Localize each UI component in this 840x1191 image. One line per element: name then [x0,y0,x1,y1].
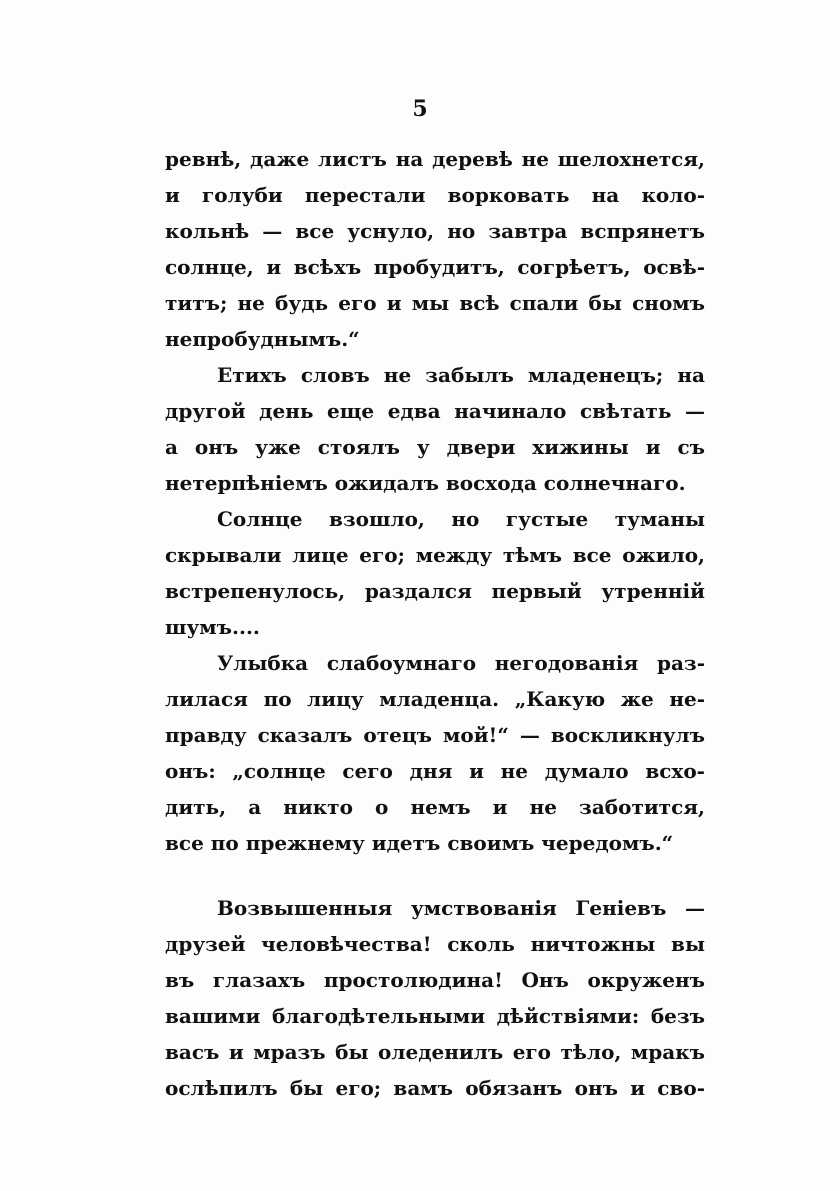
text-line: непробуднымъ.“ [165,327,360,351]
text-line: и голуби перестали ворковать на коло- [165,183,705,207]
paragraph-4 [165,645,705,861]
text-line: все по прежнему идетъ своимъ чередомъ.“ [165,831,674,855]
text-line: солнце, и всѣхъ пробудитъ, согрѣетъ, освѣ- [165,255,705,279]
second-text-block [165,890,705,1106]
text-line: Етихъ словъ не забылъ младенецъ; на [217,363,705,387]
text-line: встрепенулось, раздался первый утренній [165,579,705,603]
text-line: васъ и мразъ бы оледенилъ его тѣло, мракъ [165,1040,705,1064]
text-line: дить, а никто о немъ и не заботится, [165,795,705,819]
text-line: вашими благодѣтельными дѣйствіями: безъ [165,1004,705,1028]
text-line: Улыбка слабоумнаго негодованія раз- [217,651,705,675]
text-line: въ глазахъ простолюдина! Онъ окруженъ [165,968,705,992]
text-line: правду сказалъ отецъ мой!“ — воскликнулъ [165,723,705,747]
text-line: лилася по лицу младенца. „Какую же не- [165,687,705,711]
page-number: 5 [412,96,428,122]
text-line: другой день еще едва начинало свѣтать — [165,399,705,423]
text-line: друзей человѣчества! сколь ничтожны вы [165,932,705,956]
text-line: Солнце взошло, но густые туманы [217,507,705,531]
paragraph-5 [165,890,705,1106]
text-line: шумъ.... [165,615,260,639]
text-line: а онъ уже стоялъ у двери хижины и съ [165,435,705,459]
paragraph-1 [165,141,705,357]
text-line: кольнѣ — все уснуло, но завтра вспрянетъ [165,219,705,243]
paragraph-2 [165,357,705,501]
paragraph-3 [165,501,705,645]
main-text-block [165,141,705,861]
text-line: нетерпѣніемъ ожидалъ восхода солнечнаго. [165,471,686,495]
text-line: ревнѣ, даже листъ на деревѣ не шелохнется, [165,147,705,171]
text-line: ослѣпилъ бы его; вамъ обязанъ онъ и сво- [165,1076,705,1100]
text-line: Возвышенныя умствованія Геніевъ — [217,896,705,920]
text-line: титъ; не будь его и мы всѣ спали бы сномъ [165,291,705,315]
text-line: онъ: „солнце сего дня и не думало всхо- [165,759,705,783]
text-line: скрывали лице его; между тѣмъ все ожило, [165,543,705,567]
